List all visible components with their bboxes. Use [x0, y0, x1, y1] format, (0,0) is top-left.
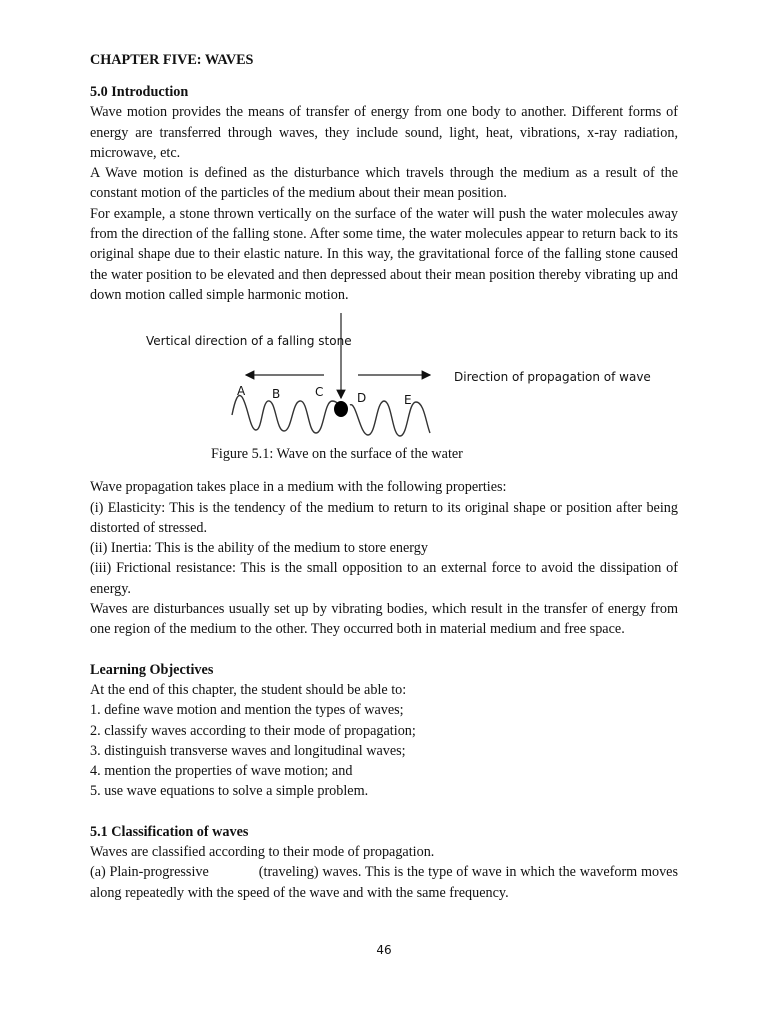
objective-item: 3. distinguish transverse waves and longitudinal waves; — [90, 742, 406, 759]
intro-paragraph-2: A Wave motion is defined as the disturbance which travels through the medium as a result of the constant motion of the particles of the medium about their mean position. — [90, 165, 678, 202]
wave-figure — [90, 305, 678, 477]
properties-intro: Wave propagation takes place in a medium with the following properties: — [90, 479, 507, 496]
property-friction: (iii) Frictional resistance: This is the small opposition to an external force to avoid the dissipation of energy. — [90, 560, 678, 597]
classification-heading: 5.1 Classification of waves — [90, 823, 249, 840]
wave-curve — [232, 396, 430, 436]
vertical-direction-label: Vertical direction of a falling stone — [146, 334, 352, 349]
property-elasticity: (i) Elasticity: This is the tendency of the medium to return to its original shape or position after being distorted of stressed. — [90, 499, 678, 536]
classification-item-a — [90, 862, 678, 903]
chapter-title: CHAPTER FIVE: WAVES — [90, 52, 254, 68]
objective-item: 2. classify waves according to their mode of propagation; — [90, 722, 416, 739]
objectives-intro: At the end of this chapter, the student should be able to: — [90, 681, 407, 698]
page-number: 46 — [376, 943, 392, 957]
figure-caption: Figure 5.1: Wave on the surface of the water — [211, 446, 463, 463]
item-a-text: (traveling) waves. This is the type of wave in which the waveform moves along repeatedly with the speed of the wave and with the same frequency. — [90, 864, 678, 901]
objectives-heading: Learning Objectives — [90, 661, 214, 678]
intro-heading: 5.0 Introduction — [90, 84, 189, 100]
stone — [334, 401, 348, 417]
point-label-d: D — [357, 391, 367, 406]
property-inertia: (ii) Inertia: This is the ability of the medium to store energy — [90, 540, 428, 557]
objective-item: 5. use wave equations to solve a simple problem. — [90, 783, 369, 800]
point-label-c: C — [315, 385, 324, 400]
propagation-label: Direction of propagation of wave — [454, 370, 651, 385]
point-label-a: A — [237, 384, 246, 399]
intro-paragraph-3: For example, a stone thrown vertically on the surface of the water will push the water molecules away from the direction of the falling stone. After some time, the water molecules appear to return back to its original shape due to their elastic nature. In this way, the gravitational force of the falling stone caused the water position to be elevated and then depressed about their mean position thereby vibrating up and down motion called simple harmonic motion. — [90, 205, 678, 303]
intro-paragraph-1: Wave motion provides the means of transfer of energy from one body to another. Different forms of energy are transferred through waves, they include sound, light, heat, vibrations, x-ray radiation, microwave, etc. — [90, 104, 678, 161]
objective-item: 4. mention the properties of wave motion; and — [90, 763, 353, 780]
item-a-label: (a) Plain-progressive — [90, 864, 209, 881]
classification-intro: Waves are classified according to their mode of propagation. — [90, 844, 435, 861]
point-label-e: E — [404, 393, 412, 408]
objective-item: 1. define wave motion and mention the types of waves; — [90, 702, 404, 719]
properties-closing: Waves are disturbances usually set up by vibrating bodies, which result in the transfer of energy from one region of the medium to the other. They occurred both in material medium and free space. — [90, 601, 678, 638]
document-page — [90, 50, 678, 903]
point-label-b: B — [272, 387, 281, 402]
